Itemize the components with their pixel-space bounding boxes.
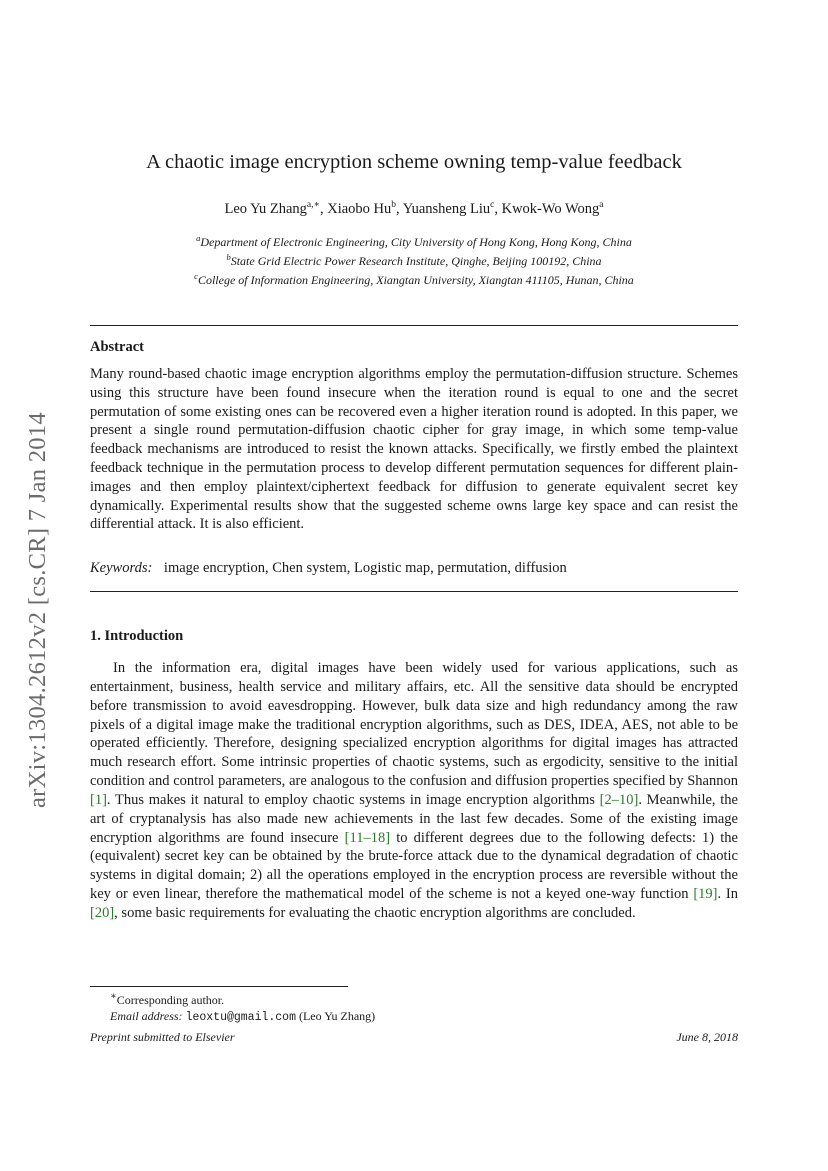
author-sup: a — [599, 200, 604, 210]
intro-text: In the information era, digital images have been widely used for various applications, such as entertainment, business, health service and military affairs, etc. All the sensitive data should be encrypted before transmission to avoid eavesdropping. However, bulk data size and high redundancy among the raw pixels of a digital image make the traditional encryption algorithms, such as DES, IDEA, AES, not able to be operated efficiently. Therefore, designing specialized encryption algorithms for digital images has attracted much research effort. Some intrinsic properties of chaotic systems, such as ergodicity, sensitive to the initial condition and control parameters, are analogous to the confusion and diffusion properties specified by Shannon — [90, 660, 738, 790]
footnote — [110, 989, 375, 1026]
affiliation-text: State Grid Electric Power Research Institute, Qinghe, Beijing 100192, China — [230, 254, 602, 268]
intro-text: . In — [717, 886, 738, 903]
email-address[interactable]: leoxtu@gmail.com — [185, 1011, 296, 1024]
footer-date: June 8, 2018 — [676, 1030, 738, 1044]
keywords-text: image encryption, Chen system, Logistic map, permutation, diffusion — [163, 560, 567, 576]
author-sup: c — [490, 200, 495, 210]
affiliation — [90, 231, 738, 250]
affiliation-sup: c — [194, 271, 198, 281]
footnote-corresponding — [110, 989, 375, 1008]
footnote-corresponding-text: Corresponding author. — [116, 993, 225, 1007]
author-name: Xiaobo Hu — [327, 200, 392, 217]
author-sup: a,∗ — [306, 200, 320, 210]
affiliation — [90, 250, 738, 269]
citation-link[interactable]: [20] — [90, 904, 115, 921]
author-name: Yuansheng Liu — [402, 200, 491, 217]
intro-text: . Thus makes it natural to employ chaotic systems in image encryption algorithms — [106, 791, 600, 808]
citation-link[interactable]: [1] — [90, 791, 107, 808]
intro-text: . Meanwhile, the art of cryptanalysis has also made new achievements in the last few decades. Some of the existing image encryption algorithms are found insecure — [90, 791, 738, 846]
affiliation-text: Department of Electronic Engineering, City University of Hong Kong, Hong Kong, China — [200, 235, 632, 249]
section-heading-introduction: 1. Introduction — [90, 628, 184, 644]
intro-text: , some basic requirements for evaluating the chaotic encryption algorithms are concluded. — [114, 904, 636, 921]
affiliation-sup: b — [226, 252, 231, 262]
author-sup: b — [391, 200, 397, 210]
author-name: Leo Yu Zhang — [224, 200, 307, 217]
citation-link[interactable]: [19] — [693, 886, 718, 903]
affiliation-sup: a — [196, 233, 201, 243]
introduction-paragraph — [90, 659, 738, 923]
email-label: Email address: — [110, 1009, 183, 1023]
abstract-body: Many round-based chaotic image encryption algorithms employ the permutation-diffusion structure. Schemes using this structure have been found insecure when the iteration round is equal to one and the secret permutation of some existing ones can be recovered even a higher iteration round is adopted. In this paper, we present a single round permutation-diffusion chaotic cipher for gray image, in which some temp-value feedback mechanisms are introduced to resist the known attacks. Specifically, we firstly embed the plaintext feedback technique in the permutation process to develop different permutation sequences for different plain-images and then employ plaintext/ciphertext feedback for diffusion to generate equivalent secret key dynamically. Experimental results show that the suggested scheme owns large key space and can resist the differential attack. It is also efficient. — [90, 366, 738, 533]
arxiv-identifier-stamp: arXiv:1304.2612v2 [cs.CR] 7 Jan 2014 — [24, 412, 51, 808]
keywords-line — [90, 560, 567, 577]
email-owner: (Leo Yu Zhang) — [298, 1009, 376, 1023]
affiliation-text: College of Information Engineering, Xiangtan University, Xiangtan 411105, Hunan, China — [197, 273, 634, 287]
affiliation — [90, 269, 738, 288]
intro-text: to different degrees due to the following defects: 1) the (equivalent) secret key can be obtained by the brute-force attack due to the dynamical degradation of chaotic systems in digital domain; 2) all the operations employed in the encryption process are reversible without the key or even linear, therefore the mathematical model of the scheme is not a keyed one-way function — [90, 829, 738, 903]
citation-link[interactable]: [2–10] — [599, 791, 639, 808]
abstract-heading: Abstract — [90, 339, 144, 355]
paper-title: A chaotic image encryption scheme owning temp-value feedback — [146, 151, 682, 173]
author-name: Kwok-Wo Wong — [501, 200, 600, 217]
footnote-email — [110, 1008, 375, 1026]
citation-link[interactable]: [11–18] — [344, 829, 391, 846]
affiliation-list — [90, 231, 738, 288]
author-list: Leo Yu Zhang$^{a,∗}$, Xiaobo Hu$^b$, Yuansheng Liu$^c$, Kwok-Wo Wong$^a$ — [224, 200, 604, 217]
abstract-bottom-rule — [90, 591, 738, 592]
footnote-rule — [90, 986, 348, 987]
keywords-label: Keywords: — [90, 560, 153, 576]
abstract-top-rule — [90, 325, 738, 326]
footnote-mark: ∗ — [110, 991, 117, 1002]
footer-preprint: Preprint submitted to Elsevier — [90, 1030, 235, 1044]
